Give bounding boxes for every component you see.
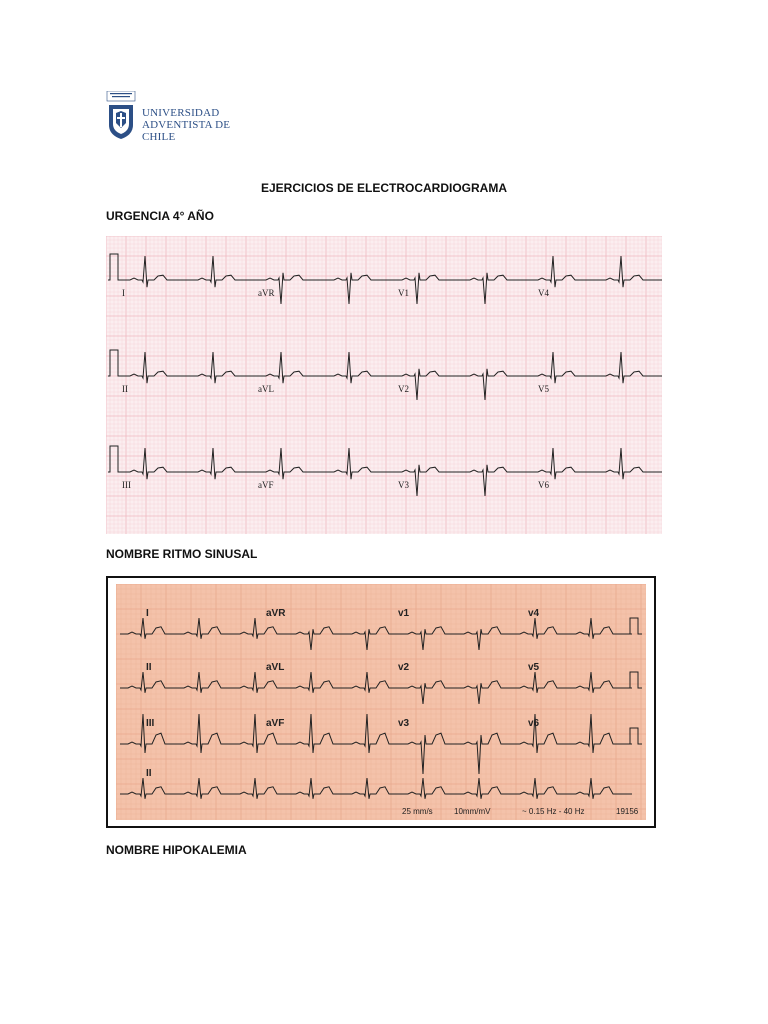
- document-subtitle: URGENCIA 4° AÑO: [106, 209, 214, 223]
- ecg1-lead-label: V1: [398, 288, 409, 298]
- ecg2-lead-label: aVF: [266, 718, 285, 729]
- ecg1-lead-label: III: [122, 480, 131, 490]
- ecg2-lead-label: v6: [528, 718, 540, 729]
- ecg1-lead-label: aVR: [258, 288, 275, 298]
- ecg1-lead-label: aVL: [258, 384, 274, 394]
- ecg2-lead-label: II: [146, 662, 152, 673]
- university-seal-icon: [106, 91, 136, 141]
- ecg2-lead-label: aVL: [266, 662, 285, 673]
- ecg1-lead-label: V6: [538, 480, 549, 490]
- ecg2-lead-label: aVR: [266, 608, 286, 619]
- university-name-line1: UNIVERSIDAD: [142, 107, 220, 119]
- ecg1-lead-label: aVF: [258, 480, 274, 490]
- ecg1-lead-label: II: [122, 384, 128, 394]
- document-title: EJERCICIOS DE ELECTROCARDIOGRAMA: [260, 181, 508, 195]
- university-logo: [106, 91, 256, 141]
- ecg1-answer-label: NOMBRE RITMO SINUSAL: [106, 547, 258, 561]
- ecg1-lead-label: V4: [538, 288, 549, 298]
- ecg1-lead-label: I: [122, 288, 125, 298]
- ecg-figure-1: [106, 236, 662, 534]
- ecg2-code-label: 19156: [616, 807, 639, 816]
- ecg1-lead-label: V2: [398, 384, 409, 394]
- university-name: [142, 107, 256, 143]
- ecg2-lead-label: II: [146, 768, 152, 779]
- university-name-line2: ADVENTISTA DE CHILE: [142, 119, 231, 143]
- ecg2-gain-label: 10mm/mV: [454, 807, 491, 816]
- ecg1-lead-label: V5: [538, 384, 549, 394]
- ecg2-lead-label: v1: [398, 608, 410, 619]
- ecg2-lead-label: v5: [528, 662, 540, 673]
- ecg2-lead-label: v2: [398, 662, 410, 673]
- ecg2-lead-label: III: [146, 718, 155, 729]
- ecg2-lead-label: I: [146, 608, 149, 619]
- ecg2-filter-label: ~ 0.15 Hz - 40 Hz: [522, 807, 585, 816]
- ecg2-lead-label: v4: [528, 608, 540, 619]
- ecg-figure-2-frame: [106, 576, 656, 828]
- ecg1-lead-label: V3: [398, 480, 409, 490]
- ecg2-answer-label: NOMBRE HIPOKALEMIA: [106, 843, 247, 857]
- ecg2-lead-label: v3: [398, 718, 410, 729]
- ecg-figure-2: [116, 584, 646, 820]
- ecg1-paper: [106, 236, 662, 534]
- ecg2-speed-label: 25 mm/s: [402, 807, 433, 816]
